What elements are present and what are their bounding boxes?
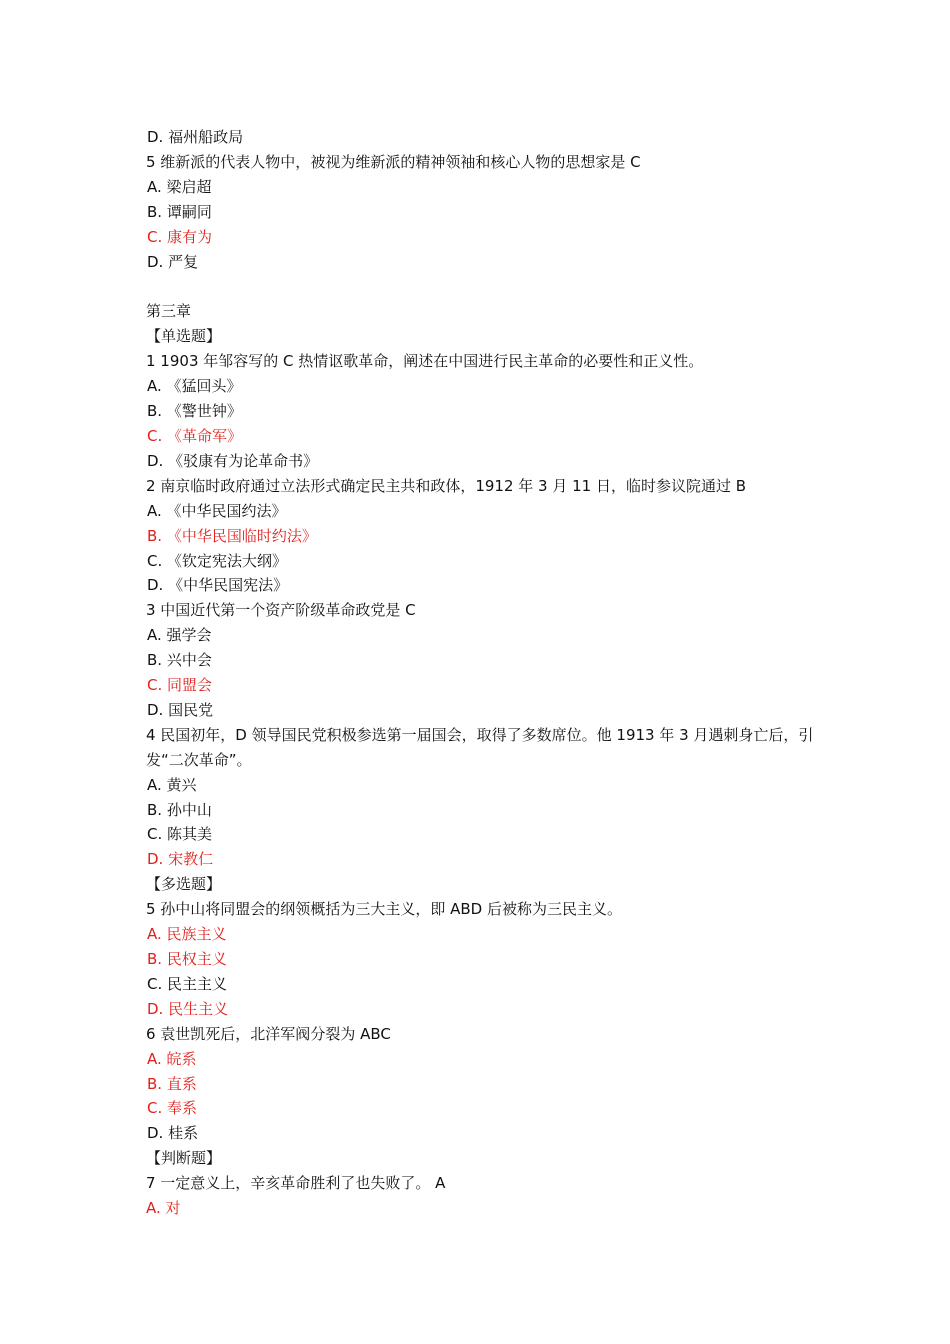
correct-option-line: A. 皖系 <box>147 1049 197 1068</box>
option-line: B. 《警世钟》 <box>147 402 242 421</box>
question-line: 6 袁世凯死后，北洋军阀分裂为 ABC <box>146 1024 391 1043</box>
section-heading: 【判断题】 <box>146 1149 222 1168</box>
option-line: B. 兴中会 <box>147 651 212 670</box>
question-line: 4 民国初年，D 领导国民党积极参选第一届国会，取得了多数席位。他 1913 年 3 月遇刺身亡后，引发“二次革命”。 <box>146 725 814 769</box>
question-line: 5 孙中山将同盟会的纲领概括为三大主义，即 ABD 后被称为三民主义。 <box>146 900 622 919</box>
correct-option-line: D. 民生主义 <box>147 999 229 1018</box>
correct-option-line: C. 奉系 <box>147 1099 198 1118</box>
option-line: A. 黄兴 <box>147 775 197 794</box>
option-line: C. 民主主义 <box>147 974 228 993</box>
option-line: D. 福州船政局 <box>147 128 244 146</box>
question-line: 5 维新派的代表人物中，被视为维新派的精神领袖和核心人物的思想家是 C <box>146 152 641 171</box>
correct-option-line: C. 康有为 <box>147 227 213 246</box>
correct-option-line: A. 对 <box>146 1199 181 1218</box>
option-line: B. 孙中山 <box>147 800 212 819</box>
question-line: 3 中国近代第一个资产阶级革命政党是 C <box>146 601 416 620</box>
question-line: 1 1903 年邹容写的 C 热情讴歌革命，阐述在中国进行民主革命的必要性和正义性。 <box>146 352 704 371</box>
section-heading: 【多选题】 <box>146 875 222 894</box>
option-line: C. 陈其美 <box>147 825 213 844</box>
correct-option-line: C. 同盟会 <box>147 676 213 695</box>
option-line: D. 国民党 <box>147 700 214 719</box>
document-body <box>146 125 826 1221</box>
correct-option-line: C. 《革命军》 <box>147 426 243 445</box>
question-line: 2 南京临时政府通过立法形式确定民主共和政体，1912 年 3 月 11 日，临时参议院通过 B <box>146 476 747 495</box>
option-line: D. 严复 <box>147 252 199 271</box>
correct-option-line: B. 直系 <box>147 1074 197 1093</box>
option-line: B. 谭嗣同 <box>147 202 212 221</box>
option-line: D. 《中华民国宪法》 <box>147 576 289 595</box>
option-line: D. 《驳康有为论革命书》 <box>147 451 319 470</box>
option-line: A. 《中华民国约法》 <box>147 501 287 520</box>
option-line: A. 强学会 <box>147 626 212 645</box>
correct-option-line: B. 民权主义 <box>147 950 227 968</box>
option-line: A. 梁启超 <box>147 177 212 196</box>
section-heading: 【单选题】 <box>146 327 222 346</box>
option-line: C. 《钦定宪法大纲》 <box>147 551 288 570</box>
correct-option-line: A. 民族主义 <box>147 925 227 944</box>
chapter-heading: 第三章 <box>146 302 192 321</box>
option-line: D. 桂系 <box>147 1124 199 1143</box>
correct-option-line: D. 宋教仁 <box>147 850 214 869</box>
blank-line <box>146 274 826 299</box>
question-line: 7 一定意义上，辛亥革命胜利了也失败了。 A <box>146 1174 446 1193</box>
option-line: A. 《猛回头》 <box>147 377 242 396</box>
correct-option-line: B. 《中华民国临时约法》 <box>147 526 317 545</box>
